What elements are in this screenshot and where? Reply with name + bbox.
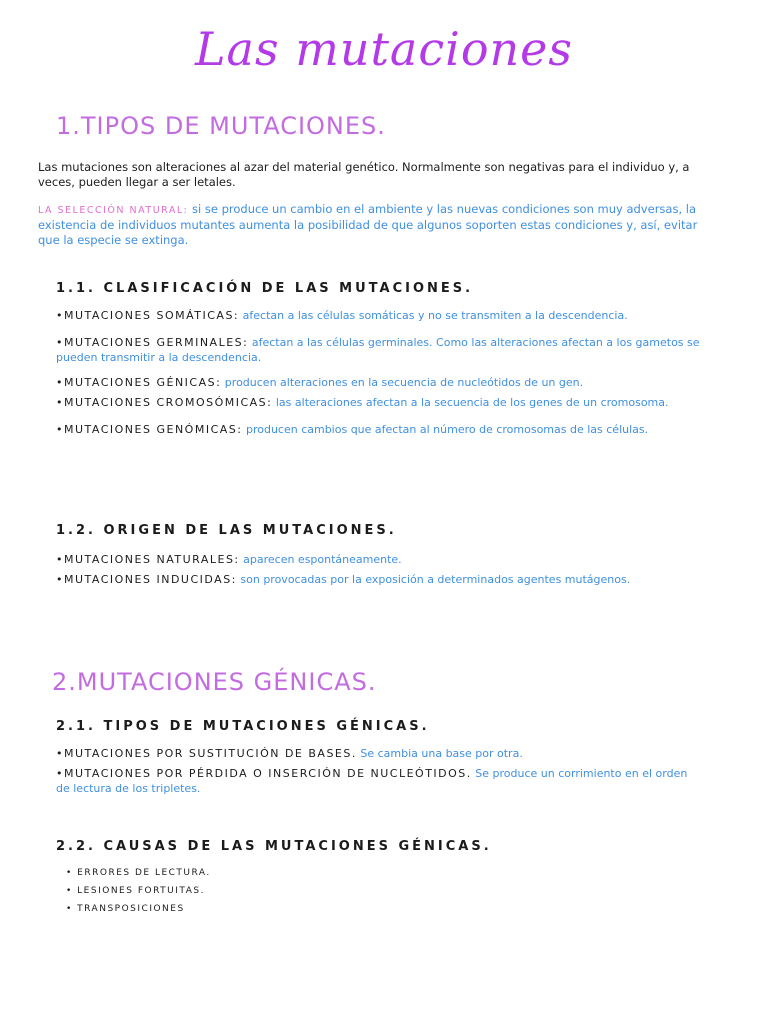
origin-list: [56, 552, 701, 587]
subsection-2-1-heading: [56, 719, 430, 734]
natural-selection-paragraph: [38, 202, 703, 248]
subsection-heading-text: 1.2. ORIGEN DE LAS MUTACIONES.: [56, 523, 397, 538]
list-item: •MUTACIONES GERMINALES: afectan a las células germinales. Como las alteraciones afectan a los gametos se pueden transmitir a la descendencia.: [56, 336, 700, 364]
section-heading-text: 1.TIPOS DE MUTACIONES.: [56, 112, 386, 140]
list-item: • ERRORES DE LECTURA.: [66, 868, 211, 878]
list-item: •MUTACIONES SOMÁTICAS: afectan a las células somáticas y no se transmiten a la descendencia.: [56, 309, 628, 322]
list-item: • TRANSPOSICIONES: [66, 904, 185, 914]
list-item: • LESIONES FORTUITAS.: [66, 886, 205, 896]
classification-list: [56, 308, 701, 437]
list-item: •MUTACIONES GÉNICAS: producen alteraciones en la secuencia de nucleótidos de un gen.: [56, 376, 584, 389]
list-item: •MUTACIONES INDUCIDAS: son provocadas por la exposición a determinados agentes mutágenos.: [56, 573, 631, 586]
section-heading-text: 2.MUTACIONES GÉNICAS.: [52, 668, 377, 696]
subsection-heading-text: 2.2. CAUSAS DE LAS MUTACIONES GÉNICAS.: [56, 839, 492, 854]
subsection-heading-text: 1.1. CLASIFICACIÓN DE LAS MUTACIONES.: [56, 281, 474, 296]
intro-text: Las mutaciones son alteraciones al azar del material genético. Normalmente son negativas para el individuo y, a veces, pueden llegar a ser letales.: [38, 160, 690, 189]
list-item: •MUTACIONES POR PÉRDIDA O INSERCIÓN DE NUCLEÓTIDOS. Se produce un corrimiento en el orden de lectura de los tripletes.: [56, 767, 688, 795]
subsection-1-1-heading: [56, 281, 473, 296]
section-2-heading: [52, 668, 377, 696]
causes-list: [66, 868, 466, 914]
subsection-2-2-heading: [56, 839, 492, 854]
natural-selection-text: si se produce un cambio en el ambiente y las nuevas condiciones son muy adversas, la existencia de individuos mutantes aumenta la posibilidad de que algunos soporten estas condiciones y, así, evitar que la especie se extinga.: [38, 202, 698, 247]
gene-mutation-types-list: [56, 746, 701, 796]
list-item: •MUTACIONES POR SUSTITUCIÓN DE BASES. Se cambia una base por otra.: [56, 747, 523, 760]
intro-paragraph: [38, 160, 703, 190]
subsection-1-2-heading: [56, 523, 397, 538]
list-item: •MUTACIONES CROMOSÓMICAS: las alteraciones afectan a la secuencia de los genes de un cromosoma.: [56, 396, 669, 409]
subsection-heading-text: 2.1. TIPOS DE MUTACIONES GÉNICAS.: [56, 719, 430, 734]
natural-selection-label: LA SELECCIÓN NATURAL:: [38, 205, 189, 216]
section-1-heading: [56, 112, 386, 140]
list-item: •MUTACIONES NATURALES: aparecen espontáneamente.: [56, 553, 402, 566]
list-item: •MUTACIONES GENÓMICAS: producen cambios que afectan al número de cromosomas de las células.: [56, 423, 649, 436]
page-title: Las mutaciones: [195, 22, 573, 76]
